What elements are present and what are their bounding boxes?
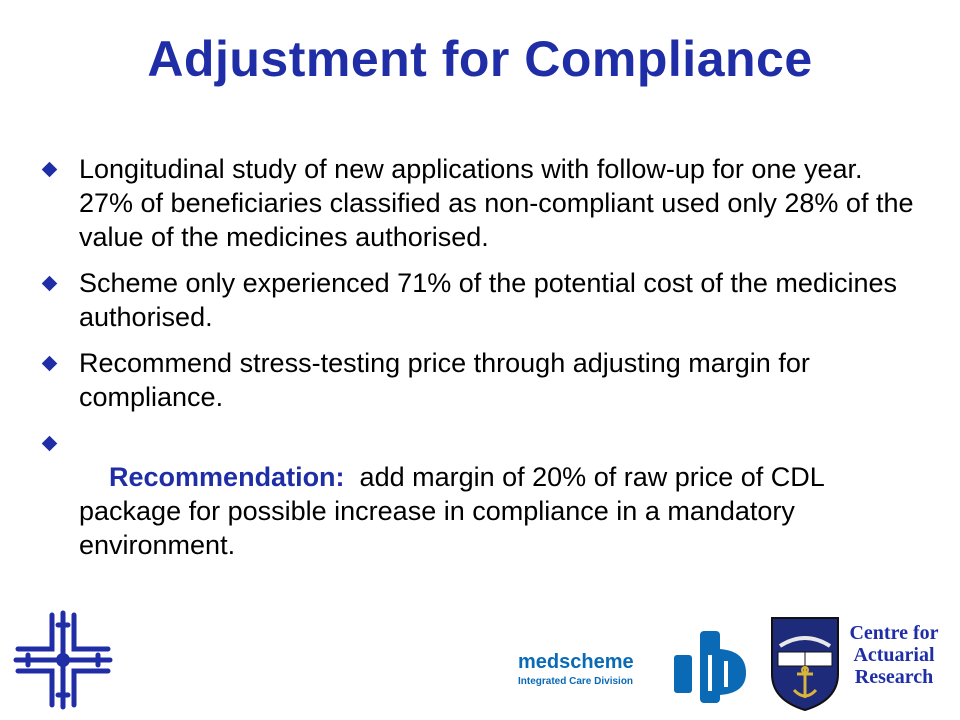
medscheme-subtitle: Integrated Care Division <box>518 676 634 687</box>
bullet-list <box>42 152 922 608</box>
car-line-2: Actuarial <box>853 644 935 666</box>
cross-network-logo-icon <box>8 605 118 715</box>
bullet-item <box>42 346 922 414</box>
bullet-text: Recommend stress-testing price through adjusting margin for compliance. <box>79 348 810 412</box>
bullet-text: Scheme only experienced 71% of the potential cost of the medicines authorised. <box>79 268 897 332</box>
diamond-bullet-icon <box>42 162 58 178</box>
bullet-strong-label: Recommendation: <box>109 462 345 492</box>
bullet-text: add margin of 20% of raw price of CDL package for possible increase in compliance in a mandatory environment. <box>79 462 832 560</box>
diamond-bullet-icon <box>42 436 58 452</box>
bullet-item <box>42 266 922 334</box>
bullet-item <box>42 152 922 254</box>
centre-actuarial-research-label <box>838 622 950 688</box>
university-crest-icon <box>770 616 840 712</box>
car-line-1: Centre for <box>849 622 939 644</box>
diamond-bullet-icon <box>42 276 58 292</box>
medscheme-wordmark: medscheme <box>518 651 634 673</box>
bullet-item <box>42 426 922 596</box>
slide-title: Adjustment for Compliance <box>147 31 813 87</box>
bullet-text: Longitudinal study of new applications with follow-up for one year. 27% of beneficiaries classified as non-compliant used only 28% of the value of the medicines authorised. <box>79 154 914 252</box>
diamond-bullet-icon <box>42 356 58 372</box>
car-line-3: Research <box>854 666 934 688</box>
medscheme-logo-icon <box>670 625 750 710</box>
